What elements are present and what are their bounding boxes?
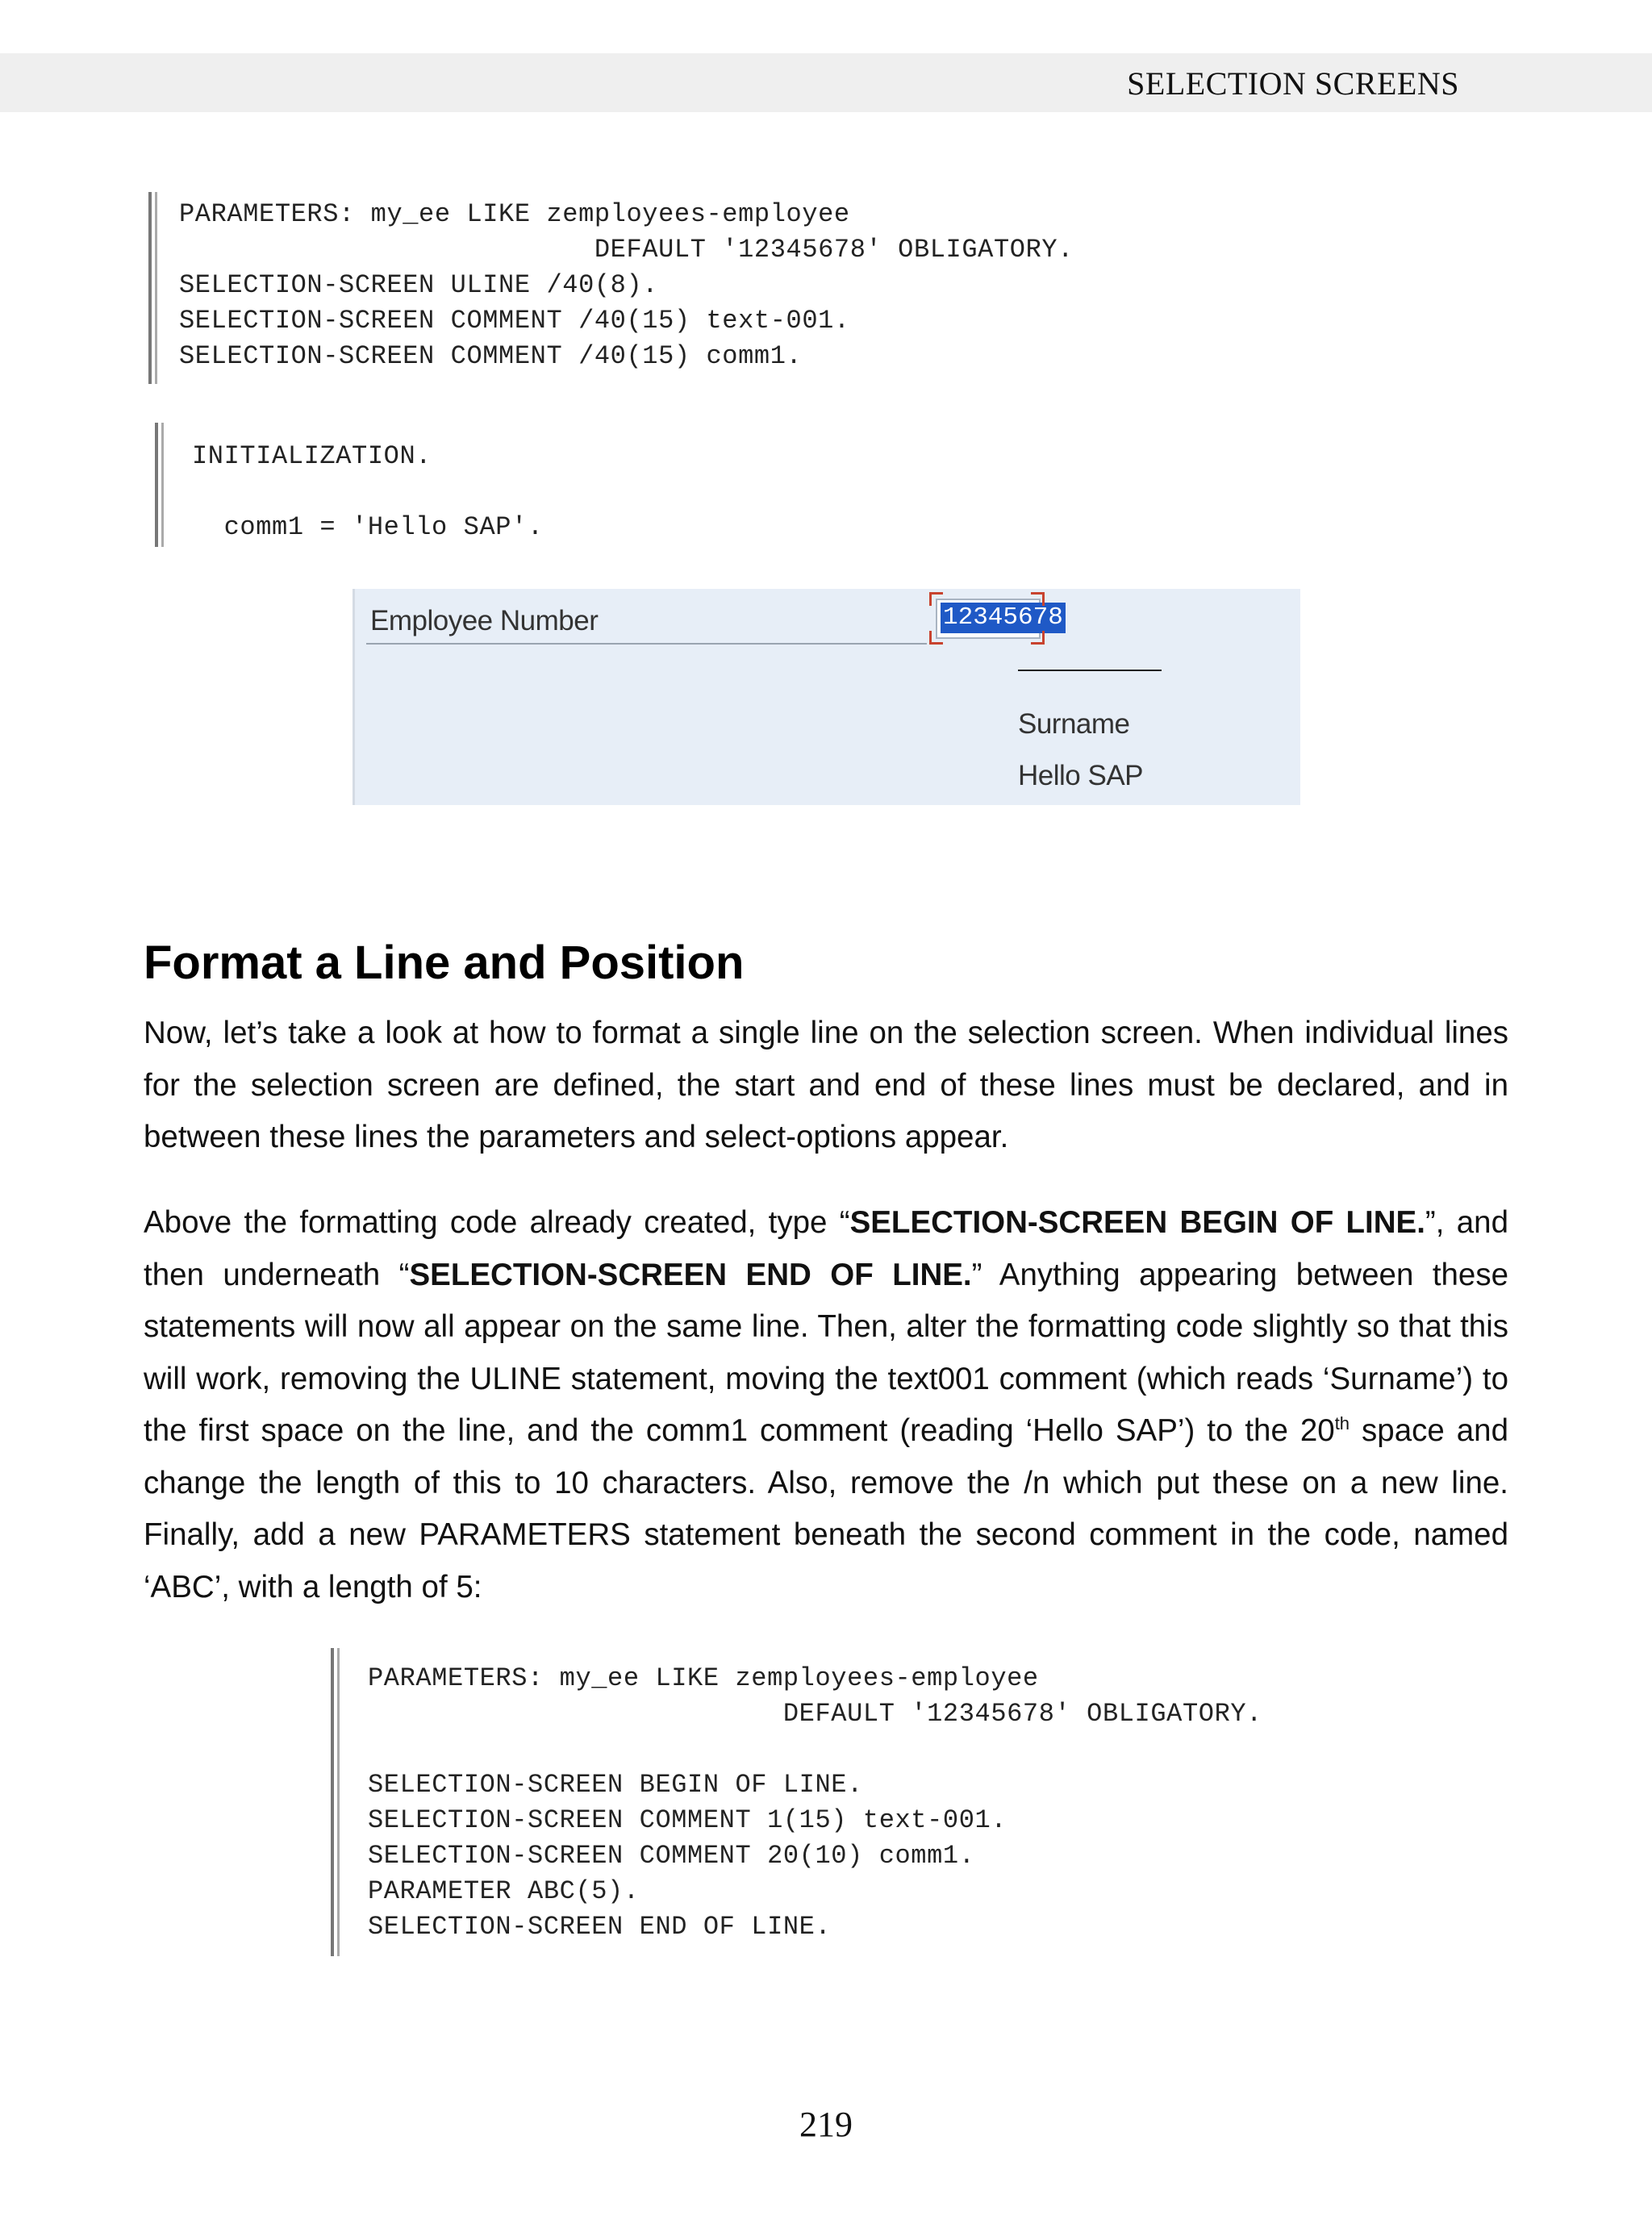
label-underline xyxy=(366,643,927,645)
focus-corner-bottom-left xyxy=(929,631,943,645)
code-keyword-begin-line: SELECTION-SCREEN BEGIN OF LINE. xyxy=(849,1205,1425,1240)
employee-number-value: 12345678 xyxy=(941,603,1066,633)
code-line: PARAMETERS: my_ee LIKE zemployees-employee xyxy=(179,199,850,229)
code-gutter-bar xyxy=(331,1648,340,1956)
body-paragraph-1: Now, let’s take a look at how to format a single line on the selection screen. When individual lines for the selection screen are defined, the start and end of these lines must be declared, and in between these lines the parameters and select-options appear. xyxy=(144,1016,1508,1154)
paragraph-text: ”, and then underneath “ xyxy=(144,1205,1508,1292)
focus-corner-bottom-right xyxy=(1031,631,1045,645)
code-keyword-end-line: SELECTION-SCREEN END OF LINE. xyxy=(409,1257,972,1292)
code-snippet-begin-of-line xyxy=(331,1648,1379,1956)
focus-corner-top-right xyxy=(1031,592,1045,606)
code-line: comm1 = 'Hello SAP'. xyxy=(192,512,544,542)
code-line: SELECTION-SCREEN BEGIN OF LINE. xyxy=(368,1770,863,1800)
code-snippet-parameters xyxy=(148,192,1116,384)
paragraph-text: ” Anything appearing between these statements will now all appear on the same line. Then, alter the formatting code slightly so that this will work, removing the ULINE statement, moving the text001 comment (which reads ‘Surname’) to the first space on the line, and the comm1 comment (reading ‘Hello SAP’) to the 20 xyxy=(144,1257,1508,1448)
code-line: PARAMETERS: my_ee LIKE zemployees-employee xyxy=(368,1663,1039,1693)
surname-comment: Surname xyxy=(1018,708,1130,740)
code-line: SELECTION-SCREEN COMMENT 1(15) text-001. xyxy=(368,1805,1007,1835)
code-line: DEFAULT '12345678' OBLIGATORY. xyxy=(179,235,1074,265)
employee-number-label: Employee Number xyxy=(370,605,599,636)
running-header-title: SELECTION SCREENS xyxy=(1127,65,1459,102)
hello-sap-comment: Hello SAP xyxy=(1018,760,1144,791)
selection-screen-preview xyxy=(353,589,1300,805)
code-gutter-bar xyxy=(155,423,164,547)
code-line: SELECTION-SCREEN COMMENT /40(15) comm1. xyxy=(179,341,803,371)
code-line: SELECTION-SCREEN ULINE /40(8). xyxy=(179,270,659,300)
paragraph-text: Above the formatting code already created, type “ xyxy=(144,1205,850,1240)
code-line: SELECTION-SCREEN END OF LINE. xyxy=(368,1912,832,1942)
code-line: SELECTION-SCREEN COMMENT /40(15) text-001. xyxy=(179,306,850,336)
code-gutter-bar xyxy=(148,192,157,384)
code-line: SELECTION-SCREEN COMMENT 20(10) comm1. xyxy=(368,1841,975,1871)
page-number: 219 xyxy=(799,2105,853,2144)
paragraph-text: space and change the length of this to 10 characters. Also, remove the /n which put these on a new line. Finally, add a new PARAMETERS statement beneath the second comment in the code, named ‘ABC’, with a length of 5: xyxy=(144,1413,1508,1604)
section-heading: Format a Line and Position xyxy=(144,937,745,989)
employee-number-input[interactable] xyxy=(936,599,1063,639)
focus-corner-top-left xyxy=(929,592,943,606)
ordinal-superscript: th xyxy=(1334,1413,1350,1434)
body-paragraph-2 xyxy=(144,1197,1508,1613)
code-line: PARAMETER ABC(5). xyxy=(368,1876,640,1906)
code-line: INITIALIZATION. xyxy=(192,441,432,471)
selection-screen-uline xyxy=(1018,670,1162,671)
code-snippet-initialization xyxy=(155,423,800,547)
code-line: DEFAULT '12345678' OBLIGATORY. xyxy=(368,1699,1262,1729)
